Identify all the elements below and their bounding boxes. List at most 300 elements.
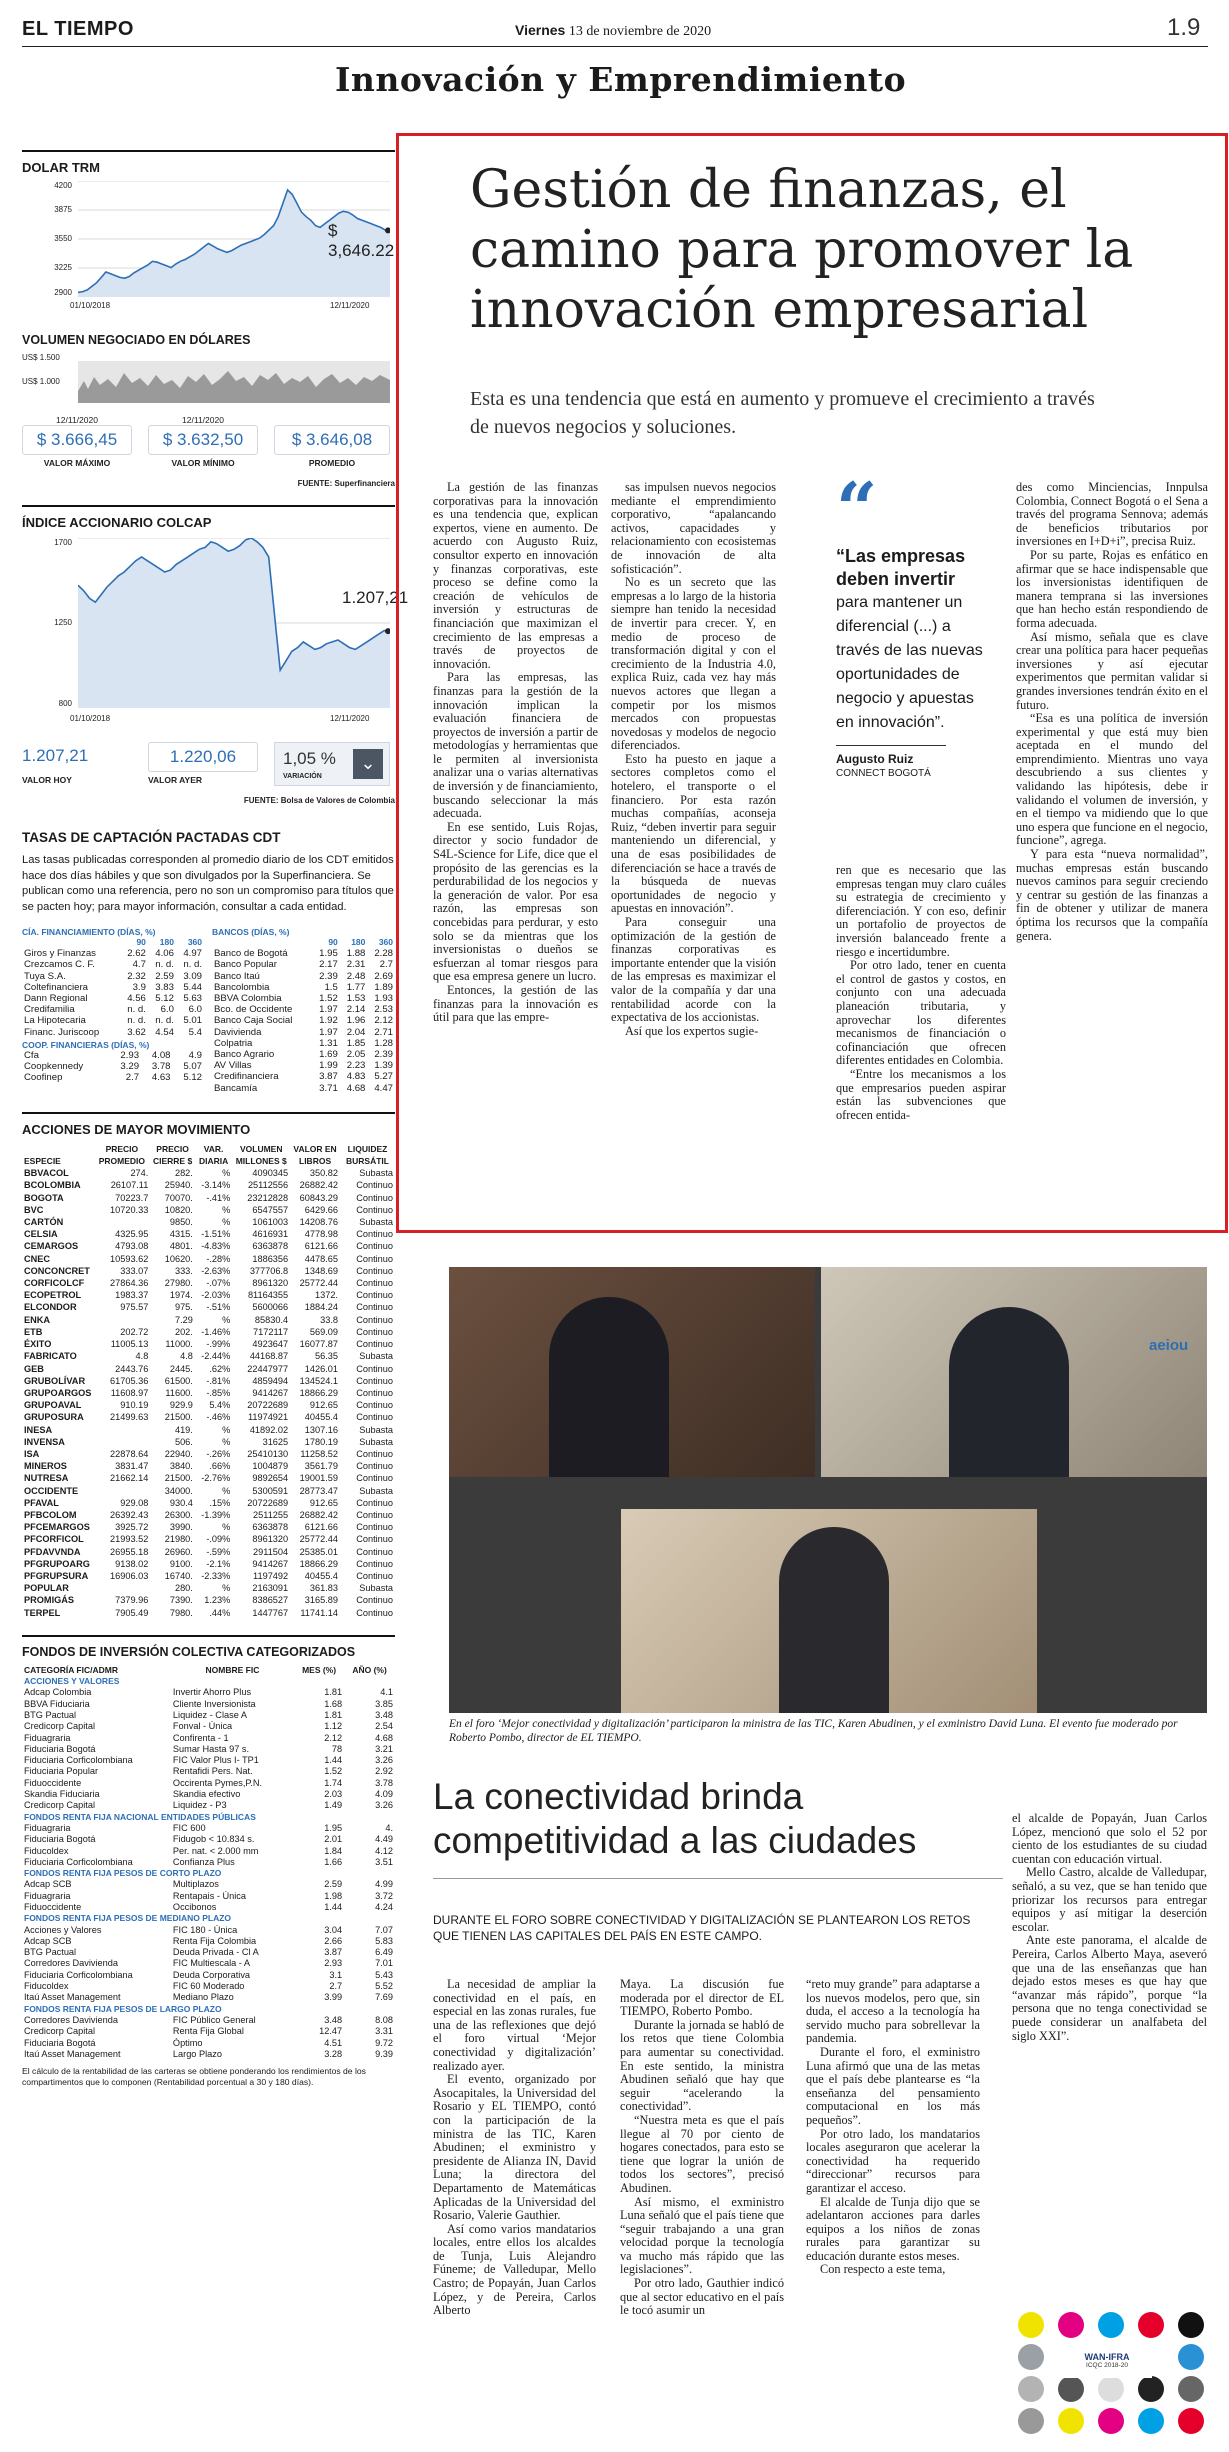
cdt-bank-row-cell: 2.17 — [319, 959, 338, 971]
cdt-left — [22, 927, 204, 1094]
acciones-row-cell: Continuo — [356, 1363, 393, 1374]
acciones-row — [22, 1558, 395, 1570]
acciones-row-cell: 2511255 — [253, 1509, 289, 1520]
acciones-row-cell: 202. — [174, 1326, 193, 1337]
fondos-row — [22, 1834, 395, 1845]
colcap-last-value: 1.207,21 — [342, 588, 409, 607]
fondos-row-cell: 3.21 — [375, 1743, 393, 1754]
acciones-row-cell: 85830.4 — [254, 1314, 289, 1325]
acciones-row-cell: 4859494 — [252, 1375, 289, 1386]
colcap-title: ÍNDICE ACCIONARIO COLCAP — [22, 515, 212, 530]
acciones-row-cell: 18866.29 — [299, 1558, 338, 1569]
acciones-row-cell — [93, 1424, 150, 1436]
fondos-row-cell: Fiduciaria Corficolombiana — [24, 1755, 133, 1766]
acciones-row-cell: 1983.37 — [115, 1290, 149, 1301]
acciones-row-cell: Subasta — [359, 1436, 393, 1447]
registration-dot — [1138, 2312, 1164, 2338]
acciones-row-cell: 16740. — [164, 1570, 193, 1581]
cdt-title: TASAS DE CAPTACIÓN PACTADAS CDT — [22, 830, 281, 845]
cdt-bank-row-cell: 1.88 — [346, 948, 366, 960]
trm-card-max — [22, 415, 132, 468]
cdt-bank-row-cell: 2.05 — [346, 1049, 366, 1061]
fondos-row-cell: Corredores Davivienda — [24, 1958, 118, 1969]
cdt-row — [22, 948, 204, 959]
acciones-row-cell: 28773.47 — [299, 1485, 338, 1496]
acciones-row-cell: 11974921 — [247, 1412, 289, 1423]
acciones-row-cell: 6363878 — [252, 1241, 289, 1252]
acciones-row-cell: 21980. — [164, 1534, 193, 1545]
acciones-row-cell: 282. — [174, 1168, 193, 1179]
acciones-row-cell: 930.4 — [169, 1497, 193, 1508]
acciones-row-cell: -.09% — [206, 1534, 231, 1545]
cdt-bank-row-cell: 1.99 — [319, 1060, 338, 1072]
acciones-row-cell: ENKA — [24, 1314, 51, 1325]
fondos-row-cell: Occibonos — [172, 1902, 217, 1912]
cdt-bank-row-cell: 2.53 — [374, 1004, 393, 1016]
trm-card-avg — [274, 415, 390, 468]
cdt-left-rows — [22, 948, 204, 1038]
acciones-row — [22, 1167, 395, 1179]
acciones-row-cell: 40455.4 — [304, 1570, 338, 1581]
acciones-row-cell: .66% — [209, 1461, 231, 1472]
acciones-row-cell: 25410130 — [247, 1448, 289, 1459]
acciones-row-cell: 9892654 — [252, 1473, 289, 1484]
acciones-row-cell: % — [222, 1424, 231, 1435]
pull-quote-lead: “Las empresas deben invertir — [836, 546, 966, 589]
cdt-bank-row-cell: 3.87 — [319, 1071, 338, 1083]
photo-person-bottom — [779, 1527, 889, 1713]
cdt-row-cell: 3.9 — [132, 981, 146, 993]
acciones-row-cell: Continuo — [356, 1412, 393, 1423]
acciones-row-cell: Continuo — [356, 1570, 393, 1581]
acciones-row-cell: Continuo — [356, 1607, 393, 1618]
cdt-bank-row-cell: 1.92 — [319, 1015, 338, 1027]
fondos-row-cell: 5.83 — [375, 1935, 393, 1946]
fondos-row-cell: Renta Fija Colombia — [172, 1935, 257, 1946]
fondos-row — [22, 1879, 395, 1890]
fondos-row — [22, 1789, 395, 1800]
acciones-column-header: PRECIO PROMEDIO — [98, 1143, 145, 1167]
colcap-y-tick: 800 — [58, 699, 72, 708]
acciones-row-cell: PFAVAL — [24, 1497, 59, 1508]
fondos-row-cell: 2.92 — [375, 1766, 393, 1777]
colcap-source: FUENTE: Bolsa de Valores de Colombia — [243, 796, 395, 805]
acciones-row-cell: Continuo — [356, 1314, 393, 1325]
cdt-row — [22, 1027, 204, 1038]
acciones-row-cell: Continuo — [356, 1522, 393, 1533]
fondos-row-cell: 4.99 — [375, 1879, 393, 1890]
trm-source: FUENTE: Superfinanciera — [297, 479, 395, 488]
fondos-row-cell: 1.98 — [324, 1890, 343, 1901]
article2-rule — [433, 1878, 1003, 1879]
acciones-row-cell: -.07% — [206, 1278, 231, 1289]
cdt-row-cell: 6.0 — [188, 1004, 202, 1016]
cdt-bank-row — [212, 959, 395, 970]
acciones-row-cell: 912.65 — [309, 1497, 338, 1508]
article1-col3 — [836, 864, 1006, 1122]
colcap-x-end: 12/11/2020 — [330, 714, 370, 723]
cdt-bank-row-cell: Banco Agrario — [214, 1049, 275, 1061]
cdt-row-cell: Financ. Juriscoop — [24, 1026, 100, 1038]
cdt-coop-row-cell: Cfa — [24, 1049, 39, 1061]
cdt-bank-row-cell: 1.96 — [346, 1015, 366, 1027]
fondos-row-cell: 3.99 — [324, 1992, 343, 2003]
acciones-row — [22, 1485, 395, 1497]
fondos-row-cell: 1.95 — [324, 1822, 343, 1833]
acciones-row-cell: .44% — [209, 1607, 231, 1618]
acciones-row-cell: PFDAVVNDA — [24, 1546, 81, 1557]
fondos-rule — [22, 1635, 395, 1637]
acciones-row-cell: 975. — [174, 1302, 193, 1313]
registration-dot — [1178, 2408, 1204, 2434]
fondos-row-cell: 3.72 — [375, 1890, 393, 1901]
cdt-bank-row — [212, 1049, 395, 1060]
acciones-row-cell: 14208.76 — [299, 1217, 338, 1228]
fondos-row-cell: Largo Plazo — [172, 2048, 222, 2059]
acciones-row-cell: CNEC — [24, 1253, 51, 1264]
acciones-row-cell: % — [222, 1522, 231, 1533]
acciones-row-cell: 21499.63 — [110, 1412, 149, 1423]
acciones-row-cell: 7390. — [169, 1595, 193, 1606]
acciones-row-cell: 22878.64 — [110, 1448, 149, 1459]
acciones-row-cell: 5.4% — [209, 1400, 231, 1411]
fondos-row — [22, 1958, 395, 1969]
acciones-row-cell: -.41% — [206, 1192, 231, 1203]
fondos-row-cell: Skandia efectivo — [172, 1789, 241, 1800]
acciones-row-cell: 11600. — [165, 1387, 193, 1398]
acciones-row — [22, 1533, 395, 1545]
fondos-row-cell: Confirenta - 1 — [172, 1732, 229, 1743]
acciones-row-cell: Continuo — [356, 1558, 393, 1569]
acciones-row-cell: 70070. — [164, 1192, 193, 1203]
acciones-row-cell: FABRICATO — [24, 1351, 77, 1362]
trm-card-min-label: VALOR MÍNIMO — [171, 458, 235, 468]
acciones-row-cell: INESA — [24, 1424, 53, 1435]
fondos-row-cell: Fiduciaria Bogotá — [24, 2037, 96, 2048]
acciones-row-cell: 912.65 — [309, 1400, 338, 1411]
cdt-row — [22, 982, 204, 993]
fondos-row-cell: 12.47 — [319, 2026, 343, 2037]
acciones-row-cell: 6121.66 — [304, 1241, 338, 1252]
fondos-row — [22, 2026, 395, 2037]
acciones-row-cell: 377706.8 — [249, 1265, 289, 1276]
acciones-row-cell: OCCIDENTE — [24, 1485, 79, 1496]
article1-col4-p5: Y para esta “nueva normalidad”, muchas empresas están buscando nuevos caminos para seguir creciendo y centrar su gestión de las finanzas a fin de obtener y utilizar de manera óptima los recursos que la compañía genera. — [1016, 847, 1208, 943]
fondos-group-label: FONDOS RENTA FIJA PESOS DE MEDIANO PLAZO — [24, 1913, 232, 1924]
acciones-row-cell: % — [222, 1204, 231, 1215]
acciones-row-cell: 929.08 — [120, 1497, 149, 1508]
acciones-row-cell: Continuo — [356, 1265, 393, 1276]
acciones-row-cell — [93, 1485, 150, 1497]
acciones-row-cell: -.28% — [206, 1253, 231, 1264]
cdt-bank-row-cell: 1.39 — [374, 1060, 393, 1072]
acciones-row-cell: 280. — [174, 1583, 193, 1594]
acciones-row — [22, 1338, 395, 1350]
cdt-row-cell: 3.09 — [183, 970, 202, 982]
acciones-row-cell: 10820. — [164, 1204, 193, 1215]
acciones-row — [22, 1314, 395, 1326]
fondos-row-cell: 9.72 — [375, 2037, 393, 2048]
cdt-row-cell: 4.56 — [127, 993, 146, 1005]
acciones-row-cell: 26107.11 — [110, 1180, 149, 1191]
fondos-row-cell: Occirenta Pymes,P.N. — [172, 1777, 263, 1788]
acciones-row — [22, 1387, 395, 1399]
acciones-row-cell: 4616931 — [252, 1229, 289, 1240]
cdt-row-cell: 3.62 — [127, 1026, 146, 1038]
cdt-bank-row-cell: Bancamía — [214, 1082, 258, 1094]
cdt-row-cell: Giros y Finanzas — [24, 948, 96, 960]
fondos-row-cell: 78 — [331, 1743, 343, 1754]
acciones-row-cell: ELCONDOR — [24, 1302, 77, 1313]
acciones-row-cell: 975.57 — [120, 1302, 149, 1313]
acciones-row-cell: POPULAR — [24, 1583, 69, 1594]
acciones-row-cell: CARTÓN — [24, 1217, 64, 1228]
acciones-row-cell: 5300591 — [252, 1485, 289, 1496]
fondos-row-cell: 7.01 — [375, 1958, 393, 1969]
cdt-row-cell: n. d. — [155, 959, 174, 971]
fondos-row-cell: FIC Público General — [172, 2014, 256, 2025]
acciones-row-cell: 7905.49 — [115, 1607, 149, 1618]
acciones-row-cell: 1.23% — [204, 1595, 231, 1606]
colcap-y-axis — [42, 538, 74, 708]
article1-col1-p1: La gestión de las finanzas corporativas para la innovación es una tendencia que, explican expertos, viene en aumento. De acuerdo con Augusto Ruiz, consultor experto en innovación y finanzas corporativas, este proceso se define como la creación de vehículos de inversión y estructuras de financiación que maximizan el crecimiento de las empresas a través de proyectos de innovación. — [433, 480, 598, 671]
cdt-row-cell: Crezcamos C. F. — [24, 959, 95, 971]
acciones-row-cell: Continuo — [356, 1192, 393, 1203]
article1-col1-p2: Para las empresas, las finanzas para la gestión de la innovación implican la evaluación financiera de proyectos de inversión a partir de metodologías y herramientas que le permiten al inversionista analizar una o varias alternativas de inversión y de financiamiento, buscando seleccionar la más adecuada. — [433, 670, 598, 821]
chevron-down-icon: ⌄ — [353, 749, 383, 779]
cdt-bank-row-cell: 2.28 — [374, 948, 393, 960]
registration-dot — [1138, 2376, 1164, 2402]
fondos-row-cell: 2.54 — [375, 1721, 393, 1732]
trm-y-tick: 2900 — [54, 288, 72, 297]
fondos-row-cell: 3.31 — [375, 2026, 393, 2037]
fondos-row-cell: 4.24 — [375, 1902, 393, 1912]
acciones-row-cell — [93, 1216, 150, 1228]
acciones-row-cell: Continuo — [356, 1509, 393, 1520]
acciones-row-cell: 910.19 — [120, 1400, 149, 1411]
trm-card-avg-value: $ 3.646,08 — [274, 425, 390, 455]
fondos-row-cell: Itaú Asset Management — [24, 1992, 121, 2003]
fondos-row-cell: 4.68 — [375, 1732, 393, 1743]
fondos-row-cell: 6.49 — [375, 1947, 393, 1958]
page-number: 1.9 — [1167, 14, 1201, 41]
acciones-row — [22, 1448, 395, 1460]
registration-dot — [1018, 2344, 1044, 2370]
cdt-right-day-90: 90 — [328, 937, 338, 947]
acciones-row-cell: 22447977 — [247, 1363, 289, 1374]
section-title: Innovación y Emprendimiento — [335, 60, 907, 99]
cdt-bank-row — [212, 948, 395, 959]
fondos-row — [22, 1970, 395, 1981]
acciones-row-cell: 4478.65 — [304, 1253, 338, 1264]
cdt-bank-row — [212, 1015, 395, 1026]
cdt-bank-row-cell: Credifinanciera — [214, 1071, 279, 1083]
acciones-row-cell: 6121.66 — [304, 1522, 338, 1533]
fondos-row — [22, 1733, 395, 1744]
acciones-row-cell: 8961320 — [252, 1278, 289, 1289]
acciones-row-cell: 4793.08 — [115, 1241, 149, 1252]
fondos-row-cell: Credicorp Capital — [24, 1721, 95, 1732]
trm-card-min-value: $ 3.632,50 — [148, 425, 258, 455]
trm-last-value: $ 3,646.22 — [328, 221, 395, 260]
acciones-row-cell: 4923647 — [252, 1339, 289, 1350]
header-date — [515, 22, 711, 40]
acciones-row-cell: 11258.52 — [300, 1448, 338, 1459]
masthead-brand: EL TIEMPO — [22, 18, 134, 40]
acciones-row-cell: 44168.87 — [249, 1351, 289, 1362]
acciones-row-cell: BOGOTA — [24, 1192, 64, 1203]
colcap-line-chart — [78, 538, 390, 708]
registration-dot — [1178, 2376, 1204, 2402]
fondos-row-cell: Adcap Colombia — [24, 1687, 92, 1698]
acciones-row-cell: Subasta — [359, 1351, 393, 1362]
cdt-row-cell: Dann Regional — [24, 993, 88, 1005]
fondos-row — [22, 1891, 395, 1902]
cdt-bank-row-cell: 1.77 — [346, 981, 366, 993]
acciones-row-cell: 21662.14 — [110, 1473, 149, 1484]
registration-dot — [1018, 2312, 1044, 2338]
article1-col2-p1: sas impulsen nuevos negocios mediante el emprendimiento corporativo, “apalancando activos, capacidades y relacionamiento con ecosistemas de innovación de alta sofisticación”. — [611, 480, 776, 576]
fondos-row-cell: Renta Fija Global — [172, 2026, 244, 2037]
acciones-row-cell: 202.72 — [120, 1326, 149, 1337]
trm-y-tick: 4200 — [54, 181, 72, 190]
article2-col2-p2: Durante la jornada se habló de los retos que tiene Colombia para aumentar su conectividad. En este sentido, la ministra Abudinen señaló que hay que seguir “acelerando la conectividad”. — [620, 2017, 784, 2114]
cdt-right-rows — [212, 948, 395, 1094]
fondos-row-cell: Fiduciaria Bogotá — [24, 1834, 96, 1845]
cdt-bank-row-cell: 1.52 — [319, 993, 338, 1005]
colcap-y-tick: 1700 — [54, 538, 72, 547]
fondos-row — [22, 1925, 395, 1936]
acciones-row — [22, 1253, 395, 1265]
acciones-row-cell: GRUPOSURA — [24, 1412, 84, 1423]
acciones-row-cell: 3561.79 — [304, 1461, 338, 1472]
cdt-bank-row-cell: 2.04 — [346, 1026, 366, 1038]
cdt-bank-row-cell: 1.93 — [374, 993, 393, 1005]
acciones-row-cell: 2911504 — [253, 1546, 289, 1557]
acciones-row-cell: 1886356 — [252, 1253, 289, 1264]
cdt-row-cell: n. d. — [183, 959, 202, 971]
fondos-row-cell: Credicorp Capital — [24, 1800, 95, 1811]
acciones-row-cell: 8961320 — [252, 1534, 289, 1545]
acciones-row-cell: GEB — [24, 1363, 44, 1374]
trm-x-start: 01/10/2018 — [70, 301, 111, 310]
colcap-x-start: 01/10/2018 — [70, 714, 111, 723]
acciones-row — [22, 1301, 395, 1313]
acciones-row-cell: 350.82 — [309, 1168, 338, 1179]
header-date-weekday: Viernes — [515, 22, 566, 38]
acciones-row-cell: 34000. — [164, 1485, 193, 1496]
acciones-row — [22, 1363, 395, 1375]
acciones-row-cell: 25385.01 — [299, 1546, 338, 1557]
cdt-row-cell: 4.7 — [132, 959, 146, 971]
acciones-row-cell: Continuo — [356, 1546, 393, 1557]
acciones-row-cell: 33.8 — [320, 1314, 338, 1325]
cdt-row-cell: 2.59 — [155, 970, 174, 982]
article2-col4-p3: Ante este panorama, el alcalde de Pereira, Carlos Alberto Maya, aseveró que una de las enseñanzas que han dejado estos meses es que hay que “avanzar más rápido”, porque “la persona que no tenga conectividad se puede considerar un analfabeta del siglo XXI”. — [1012, 1933, 1207, 2043]
colcap-card-today-value: 1.207,21 — [22, 746, 89, 765]
fondos-row-cell: 8.08 — [375, 2014, 393, 2025]
acciones-row-cell: 2163091 — [252, 1583, 289, 1594]
cdt-left2-rows — [22, 1050, 204, 1084]
acciones-row-cell: BCOLOMBIA — [24, 1180, 81, 1191]
header-rule — [22, 46, 1208, 47]
fondos-row-cell: Invertir Ahorro Plus — [172, 1687, 252, 1698]
acciones-row-cell — [93, 1314, 150, 1326]
fondos-row — [22, 1981, 395, 1992]
acciones-column-header: VAR. DIARIA — [198, 1143, 229, 1167]
acciones-row-cell: 21993.52 — [110, 1534, 149, 1545]
acciones-row-cell: 6547557 — [252, 1204, 289, 1215]
fondos-row-cell: Fonval - Única — [172, 1721, 233, 1732]
cdt-bank-row-cell: 2.48 — [346, 970, 366, 982]
fondos-row-cell: 4.1 — [380, 1687, 393, 1698]
fondos-column-header: NOMBRE FIC — [205, 1664, 260, 1675]
fondos-row — [22, 2015, 395, 2026]
article1-col4-p4: “Esa es una política de inversión experimental y que está muy bien aceptada en el mundo del emprendimiento. Mientras uno vaya descubriendo a sus clientes y validando las hipótesis, debe ir validando el volumen de inversión, y en el tiempo va midiendo que lo que uno espera que funcione en el negocio, funcione”, agrega. — [1016, 711, 1208, 848]
acciones-row-cell: Continuo — [356, 1448, 393, 1459]
colcap-rule — [22, 505, 395, 507]
fondos-title: FONDOS DE INVERSIÓN COLECTIVA CATEGORIZADOS — [22, 1644, 356, 1659]
cdt-day-180: 180 — [159, 937, 174, 947]
acciones-row-cell: PROMIGÁS — [24, 1595, 75, 1606]
fondos-row-cell: 3.85 — [375, 1698, 393, 1709]
acciones-row-cell: CORFICOLCF — [24, 1278, 85, 1289]
cdt-coop-row-cell: 4.63 — [151, 1072, 171, 1084]
acciones-row-cell: 61500. — [164, 1375, 193, 1386]
cdt-bank-row-cell: 1.89 — [374, 981, 393, 993]
article2-col3-p5: Con respecto a este tema, — [820, 2262, 946, 2277]
cdt-left2-table — [22, 1050, 204, 1084]
acciones-row-cell: 26955.18 — [110, 1546, 149, 1557]
fondos-row-cell: Fiduoccidente — [24, 1777, 82, 1788]
acciones-row-cell: 7980. — [169, 1607, 193, 1618]
acciones-row-cell: Continuo — [356, 1387, 393, 1398]
acciones-row-cell: -2.1% — [206, 1558, 231, 1569]
acciones-row-cell: 19001.59 — [299, 1473, 338, 1484]
cdt-bank-row-cell: 1.97 — [319, 1004, 338, 1016]
cdt-row-cell: 2.32 — [127, 970, 146, 982]
cdt-coop-row-cell: 3.29 — [120, 1061, 140, 1073]
acciones-column-header: VALOR EN LIBROS — [293, 1143, 337, 1167]
trm-y-tick: 3550 — [54, 234, 72, 243]
article1-col4-p3: Así mismo, señala que es clave crear una política para hacer pequeñas inversiones y así ejecutar experimentos que permitan validar si grandes inversiones tendrán éxito en el futuro. — [1016, 629, 1208, 712]
trm-cards — [22, 415, 395, 493]
acciones-row-cell: % — [222, 1217, 231, 1228]
acciones-row-cell: 60843.29 — [299, 1192, 338, 1203]
acciones-row-cell: 7.29 — [174, 1314, 193, 1325]
cdt-bank-row — [212, 1027, 395, 1038]
cdt-left-header: CÍA. FINANCIAMIENTO (DÍAS, %) — [22, 927, 156, 937]
acciones-row-cell: 333.07 — [120, 1265, 149, 1276]
acciones-row — [22, 1192, 395, 1204]
acciones-row — [22, 1436, 395, 1448]
trm-card-avg-label: PROMEDIO — [308, 458, 356, 468]
fondos-row-cell: 1.68 — [324, 1698, 343, 1709]
acciones-row-cell: 26392.43 — [110, 1509, 149, 1520]
cdt-tables — [22, 927, 395, 1094]
fondos-row-cell: Sumar Hasta 97 s. — [172, 1743, 250, 1754]
acciones-row-cell: 929.9 — [169, 1400, 193, 1411]
acciones-row-cell: Subasta — [359, 1217, 393, 1228]
acciones-row-cell: Continuo — [356, 1497, 393, 1508]
acciones-row-cell: ETB — [24, 1326, 43, 1337]
cdt-left2-header: COOP. FINANCIERAS (DÍAS, %) — [22, 1039, 150, 1050]
acciones-row-cell: Subasta — [359, 1424, 393, 1435]
cdt-coop-row — [22, 1072, 204, 1083]
acciones-column-header: PRECIO CIERRE $ — [152, 1143, 193, 1167]
acciones-row-cell: -1.51% — [201, 1229, 231, 1240]
fondos-row — [22, 1699, 395, 1710]
